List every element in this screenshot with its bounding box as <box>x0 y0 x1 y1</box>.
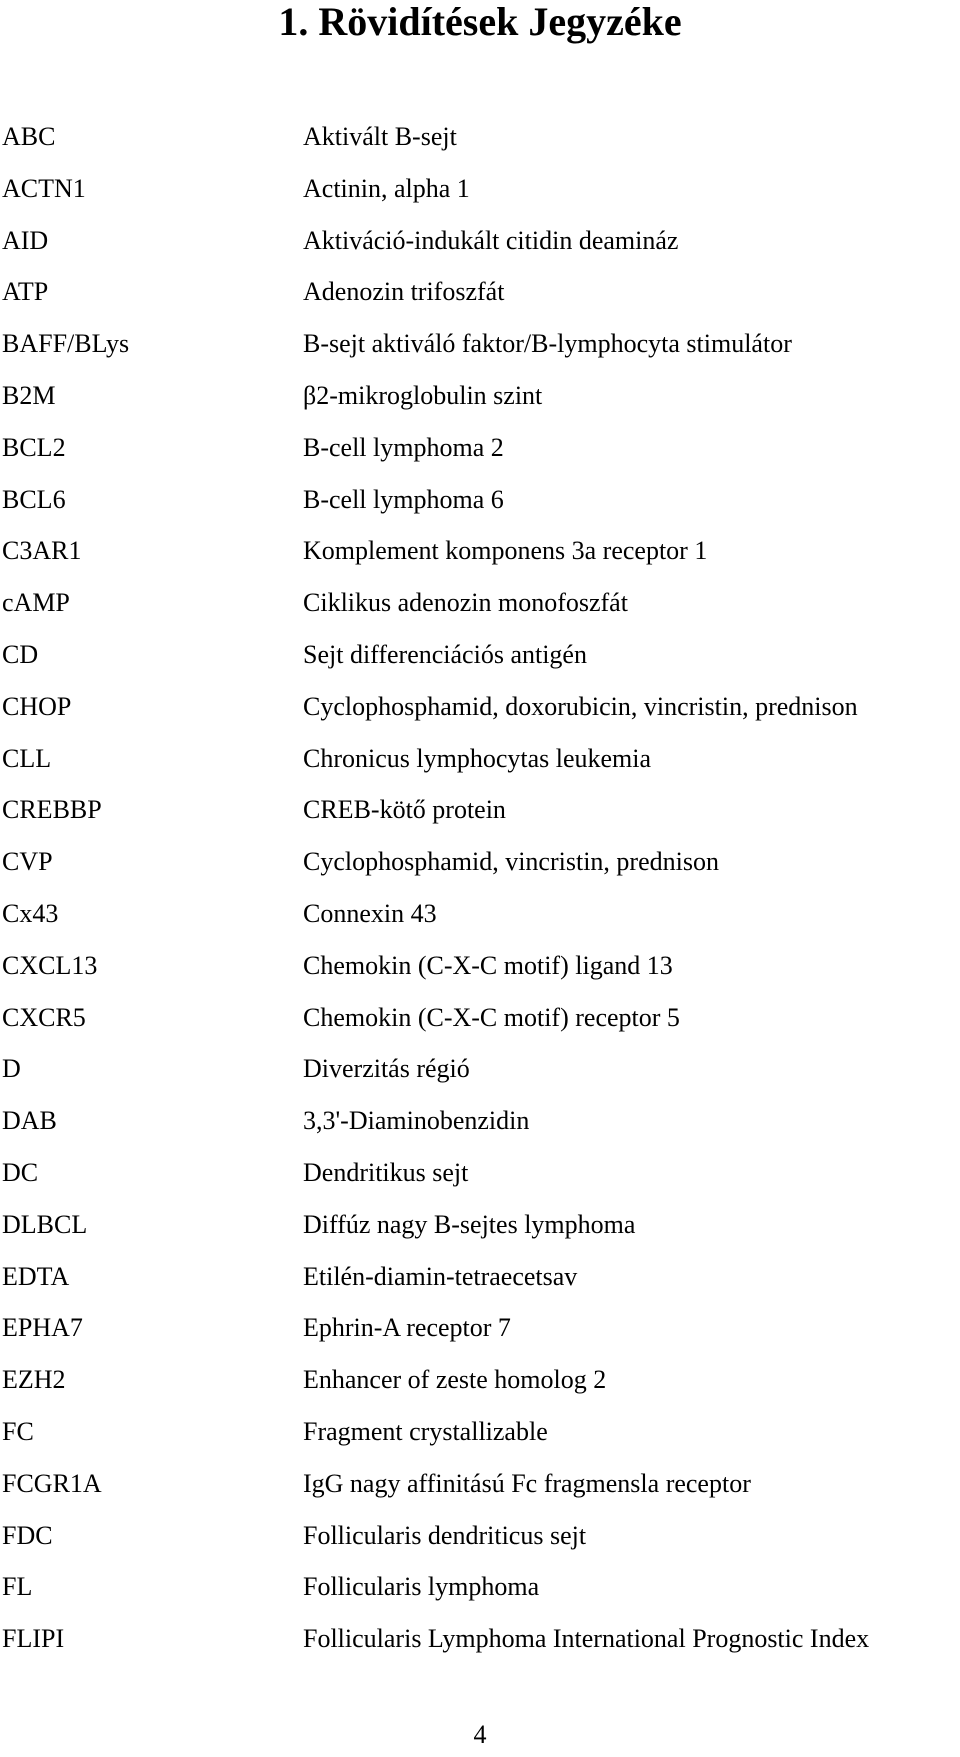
abbreviation-term: CXCL13 <box>2 950 98 980</box>
abbreviation-row <box>0 1624 960 1676</box>
abbreviation-term: D <box>2 1054 21 1084</box>
abbreviation-row <box>0 536 960 588</box>
abbreviation-row <box>0 1003 960 1055</box>
abbreviation-row <box>0 1572 960 1624</box>
abbreviation-definition: Diffúz nagy B-sejtes lymphoma <box>303 1209 636 1239</box>
abbreviation-term: C3AR1 <box>2 536 82 566</box>
abbreviation-term: CXCR5 <box>2 1002 86 1032</box>
abbreviation-row <box>0 1054 960 1106</box>
abbreviation-term: ACTN1 <box>2 173 86 203</box>
abbreviation-row <box>0 588 960 640</box>
abbreviation-definition: Ciklikus adenozin monofoszfát <box>303 588 628 618</box>
abbreviation-term: FL <box>2 1572 33 1602</box>
abbreviation-definition: B-cell lymphoma 6 <box>303 484 504 514</box>
abbreviation-term: CD <box>2 639 39 669</box>
abbreviation-definition: Adenozin trifoszfát <box>303 277 505 307</box>
abbreviation-definition: Follicularis lymphoma <box>303 1572 540 1602</box>
abbreviation-definition: Sejt differenciációs antigén <box>303 639 587 669</box>
abbreviation-term: AID <box>2 225 49 255</box>
abbreviation-row <box>0 226 960 278</box>
abbreviation-term: BCL2 <box>2 432 66 462</box>
abbreviation-row <box>0 847 960 899</box>
abbreviation-term: EDTA <box>2 1261 70 1291</box>
abbreviation-term: DLBCL <box>2 1209 88 1239</box>
abbreviation-term: EZH2 <box>2 1365 66 1395</box>
abbreviation-term: CVP <box>2 847 53 877</box>
abbreviation-term: Cx43 <box>2 898 59 928</box>
abbreviation-row <box>0 1106 960 1158</box>
abbreviation-term: FDC <box>2 1520 53 1550</box>
abbreviation-definition: Aktivált B-sejt <box>303 122 457 151</box>
abbreviation-term: CREBBP <box>2 795 102 825</box>
abbreviation-row <box>0 329 960 381</box>
abbreviation-row <box>0 485 960 537</box>
abbreviation-definition: IgG nagy affinitású Fc fragmensla receptor <box>303 1468 751 1498</box>
abbreviation-term: DC <box>2 1157 39 1187</box>
abbreviation-definition: Enhancer of zeste homolog 2 <box>303 1365 607 1395</box>
abbreviation-definition: Chemokin (C-X-C motif) receptor 5 <box>303 1002 680 1032</box>
abbreviation-definition: Cyclophosphamid, vincristin, prednison <box>303 847 719 877</box>
abbreviation-definition: Diverzitás régió <box>303 1054 470 1084</box>
abbreviation-row <box>0 1262 960 1314</box>
abbreviation-term: CLL <box>2 743 52 773</box>
abbreviation-definition: Fragment crystallizable <box>303 1416 548 1446</box>
abbreviation-definition: β2-mikroglobulin szint <box>303 380 543 410</box>
abbreviation-term: cAMP <box>2 588 70 618</box>
abbreviation-row <box>0 899 960 951</box>
abbreviation-definition: Actinin, alpha 1 <box>303 173 470 203</box>
abbreviation-row <box>0 951 960 1003</box>
abbreviation-row <box>0 692 960 744</box>
abbreviation-row <box>0 277 960 329</box>
abbreviation-definition: B-sejt aktiváló faktor/B-lymphocyta stimulátor <box>303 329 792 359</box>
abbreviation-term: FC <box>2 1416 34 1446</box>
abbreviation-row <box>0 1313 960 1365</box>
abbreviation-definition: Chronicus lymphocytas leukemia <box>303 743 652 773</box>
page-number: 4 <box>473 1720 487 1749</box>
abbreviation-row <box>0 122 960 174</box>
abbreviation-row <box>0 1365 960 1417</box>
abbreviation-term: FLIPI <box>2 1624 65 1654</box>
abbreviation-row <box>0 1210 960 1262</box>
abbreviation-term: BAFF/BLys <box>2 329 130 359</box>
abbreviation-definition: B-cell lymphoma 2 <box>303 432 504 462</box>
abbreviation-term: ABC <box>2 122 56 151</box>
abbreviation-definition: Connexin 43 <box>303 898 437 928</box>
abbreviation-definition: Etilén-diamin-tetraecetsav <box>303 1261 578 1291</box>
abbreviation-term: EPHA7 <box>2 1313 83 1343</box>
abbreviation-row <box>0 1469 960 1521</box>
abbreviation-term: BCL6 <box>2 484 66 514</box>
abbreviation-row <box>0 381 960 433</box>
abbreviation-definition: CREB-kötő protein <box>303 795 506 825</box>
abbreviation-list <box>0 122 960 1676</box>
abbreviation-term: ATP <box>2 277 49 307</box>
abbreviation-term: DAB <box>2 1106 57 1136</box>
abbreviation-term: CHOP <box>2 691 72 721</box>
abbreviation-row <box>0 795 960 847</box>
abbreviation-definition: Komplement komponens 3a receptor 1 <box>303 536 708 566</box>
abbreviation-definition: 3,3'-Diaminobenzidin <box>303 1106 530 1136</box>
abbreviation-row <box>0 433 960 485</box>
abbreviation-row <box>0 1521 960 1573</box>
abbreviation-definition: Cyclophosphamid, doxorubicin, vincristin, prednison <box>303 691 858 721</box>
abbreviation-row <box>0 1417 960 1469</box>
abbreviation-row <box>0 640 960 692</box>
abbreviation-definition: Follicularis dendriticus sejt <box>303 1520 587 1550</box>
abbreviation-row <box>0 174 960 226</box>
abbreviation-definition: Chemokin (C-X-C motif) ligand 13 <box>303 950 673 980</box>
abbreviation-term: B2M <box>2 380 56 410</box>
page-title: 1. Rövidítések Jegyzéke <box>278 0 682 44</box>
abbreviation-definition: Ephrin-A receptor 7 <box>303 1313 511 1343</box>
abbreviation-definition: Aktiváció-indukált citidin deamináz <box>303 225 679 255</box>
abbreviation-row <box>0 744 960 796</box>
abbreviation-definition: Dendritikus sejt <box>303 1157 469 1187</box>
abbreviation-row <box>0 1158 960 1210</box>
abbreviation-term: FCGR1A <box>2 1468 102 1498</box>
abbreviation-definition: Follicularis Lymphoma International Prognostic Index <box>303 1624 870 1654</box>
